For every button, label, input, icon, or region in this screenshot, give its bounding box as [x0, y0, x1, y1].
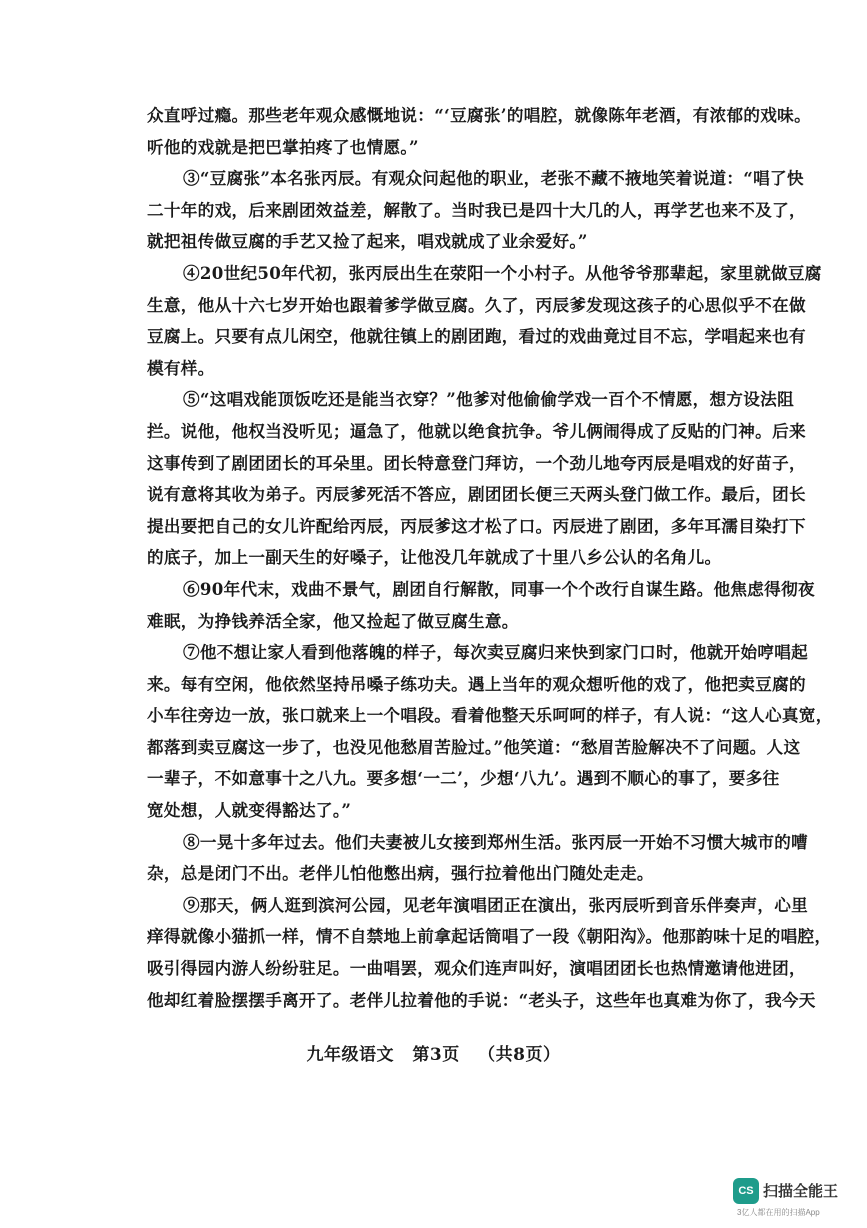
- text-line: 就把祖传做豆腐的手艺又捡了起来，唱戏就成了业余爱好。”: [147, 231, 588, 252]
- watermark-title: 扫描全能王: [763, 1183, 839, 1200]
- text-line: 众直呼过瘾。那些老年观众感慨地说：“‘豆腐张’的唱腔，就像陈年老酒，有浓郁的戏味。: [147, 105, 811, 125]
- text-line: 拦。说他，他权当没听见；逼急了，他就以绝食抗争。爷儿俩闹得成了反贴的门神。后来: [147, 420, 806, 441]
- footer-page-number: 第3页: [412, 1045, 460, 1065]
- text-line: 这事传到了剧团团长的耳朵里。团长特意登门拜访，一个劲儿地夸丙辰是唱戏的好苗子，: [147, 452, 806, 473]
- text-line: ⑨那天，俩人逛到滨河公园，见老年演唱团正在演出，张丙辰听到音乐伴奏声，心里: [183, 894, 809, 915]
- text-line: 生意，他从十六七岁开始也跟着爹学做豆腐。久了，丙辰爹发现这孩子的心思似乎不在做: [147, 294, 806, 315]
- page-footer: [0, 1040, 867, 1065]
- text-line: 来。每有空闲，他依然坚持吊嗓子练功夫。遇上当年的观众想听他的戏了，他把卖豆腐的: [147, 673, 806, 694]
- text-line: 难眠，为挣钱养活全家，他又捡起了做豆腐生意。: [147, 610, 519, 631]
- text-line: 的底子，加上一副天生的好嗓子，让他没几年就成了十里八乡公认的名角儿。: [147, 547, 722, 568]
- text-line: 痒得就像小猫抓一样，情不自禁地上前拿起话筒唱了一段《朝阳沟》。他那韵味十足的唱腔，: [147, 926, 832, 947]
- camscanner-logo-icon: CS: [733, 1178, 759, 1204]
- text-line: 说有意将其收为弟子。丙辰爹死活不答应，剧团团长便三天两头登门做工作。最后，团长: [147, 484, 806, 505]
- text-line: 小车往旁边一放，张口就来上一个唱段。看着他整天乐呵呵的样子，有人说：“这人心真宽，: [147, 705, 833, 726]
- footer-subject: 九年级语文: [306, 1045, 394, 1065]
- text-line: 一辈子，不如意事十之八九。要多想‘一二’，少想‘八九’。遇到不顺心的事了，要多往: [147, 768, 780, 789]
- text-line: ⑤“这唱戏能顶饭吃还是能当衣穿？”他爹对他偷偷学戏一百个不情愿，想方设法阻: [183, 389, 794, 410]
- text-line: 模有样。: [147, 357, 215, 378]
- text-line: 二十年的戏，后来剧团效益差，解散了。当时我已是四十大几的人，再学艺也来不及了，: [147, 199, 806, 220]
- scanner-watermark: [729, 1170, 859, 1222]
- text-line: 他却红着脸摆摆手离开了。老伴儿拉着他的手说：“老头子，这些年也真难为你了，我今天: [147, 989, 816, 1010]
- text-line: ⑧一晃十多年过去。他们夫妻被儿女接到郑州生活。张丙辰一开始不习惯大城市的嘈: [183, 831, 809, 852]
- text-line: 提出要把自己的女儿许配给丙辰，丙辰爹这才松了口。丙辰进了剧团，多年耳濡目染打下: [147, 515, 806, 536]
- text-line: 听他的戏就是把巴掌拍疼了也情愿。”: [147, 136, 419, 157]
- text-line: ④20世纪50年代初，张丙辰出生在荥阳一个小村子。从他爷爷那辈起，家里就做豆腐: [183, 262, 822, 283]
- text-line: 都落到卖豆腐这一步了，也没见他愁眉苦脸过。”他笑道：“愁眉苦脸解决不了问题。人这: [147, 736, 801, 757]
- text-line: ⑦他不想让家人看到他落魄的样子，每次卖豆腐归来快到家门口时，他就开始哼唱起: [183, 642, 809, 663]
- text-line: 杂，总是闭门不出。老伴儿怕他憋出病，强行拉着他出门随处走走。: [147, 863, 654, 884]
- text-line: 豆腐上。只要有点儿闲空，他就往镇上的剧团跑，看过的戏曲竟过目不忘，学唱起来也有: [147, 326, 806, 347]
- article-body: [147, 100, 833, 1016]
- text-line: 吸引得园内游人纷纷驻足。一曲唱罢，观众们连声叫好，演唱团团长也热情邀请他进团，: [147, 958, 806, 979]
- text-line: 宽处想，人就变得豁达了。”: [147, 800, 352, 821]
- watermark-subtitle: 3亿人都在用的扫描App: [737, 1208, 820, 1217]
- text-line: ③“豆腐张”本名张丙辰。有观众问起他的职业，老张不藏不掖地笑着说道：“唱了快: [183, 168, 804, 189]
- footer-total-pages: （共8页）: [478, 1045, 561, 1065]
- text-line: ⑥90年代末，戏曲不景气，剧团自行解散，同事一个个改行自谋生路。他焦虑得彻夜: [183, 578, 815, 599]
